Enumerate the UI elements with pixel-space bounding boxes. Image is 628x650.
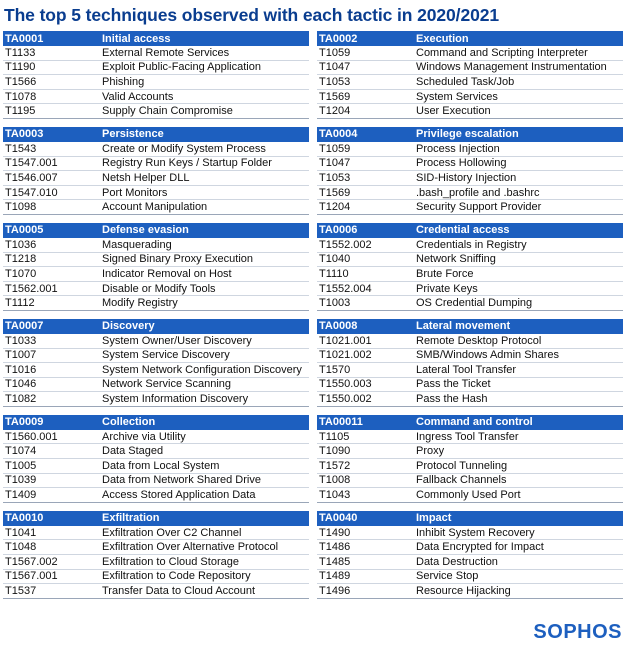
technique-row [317,267,623,282]
technique-id: T1190 [5,61,36,74]
technique-id: T1005 [5,459,37,472]
technique-id: T1043 [319,489,351,502]
technique-row [317,200,623,215]
tactic-header [317,223,623,238]
technique-row [3,296,309,311]
technique-row [3,238,309,253]
technique-name: Lateral Tool Transfer [416,363,517,376]
technique-id: T1003 [319,297,351,310]
technique-id: T1537 [5,585,37,598]
technique-name: System Network Configuration Discovery [102,363,302,376]
technique-name: Transfer Data to Cloud Account [102,585,256,598]
technique-id: T1098 [5,201,37,214]
tactic-header [3,223,309,238]
technique-name: Create or Modify System Process [102,142,266,155]
technique-id: T1552.002 [319,238,372,251]
technique-name: Indicator Removal on Host [102,267,232,280]
tactic-header [3,127,309,142]
tactic-name: Command and control [416,416,533,429]
technique-id: T1053 [319,75,351,88]
technique-row [3,282,309,297]
technique-id: T1112 [5,297,35,310]
tactic-header [317,319,623,334]
technique-row [3,61,309,76]
technique-id: T1489 [319,570,351,583]
tactic-table [3,415,309,503]
technique-row [3,171,309,186]
technique-id: T1546.007 [5,171,58,184]
tactic-name: Collection [102,416,156,429]
technique-row [3,540,309,555]
technique-id: T1485 [319,555,351,568]
technique-row [3,267,309,282]
technique-id: T1552.004 [319,282,372,295]
technique-row [3,75,309,90]
technique-id: T1090 [319,445,351,458]
technique-row [317,238,623,253]
technique-name: Commonly Used Port [416,489,521,502]
technique-name: Private Keys [416,282,478,295]
technique-name: Exfiltration Over Alternative Protocol [102,541,279,554]
tactic-header [3,511,309,526]
technique-name: SMB/Windows Admin Shares [416,349,560,362]
technique-row [317,46,623,61]
technique-name: Inhibit System Recovery [416,526,535,539]
technique-id: T1082 [5,393,37,406]
technique-id: T1008 [319,474,351,487]
technique-row [3,104,309,119]
tactic-header [3,415,309,430]
technique-row [317,349,623,364]
technique-row [317,90,623,105]
technique-name: Service Stop [416,570,479,583]
technique-row [3,488,309,503]
tactic-header [317,31,623,46]
technique-name: Netsh Helper DLL [102,171,190,184]
tactic-name: Persistence [102,128,164,141]
technique-name: .bash_profile and .bashrc [416,186,540,199]
technique-name: Exfiltration Over C2 Channel [102,526,242,539]
technique-id: T1059 [319,46,351,59]
technique-id: T1021.002 [319,349,372,362]
technique-name: Process Hollowing [416,157,507,170]
technique-row [3,253,309,268]
technique-id: T1566 [5,75,37,88]
technique-name: Security Support Provider [416,201,542,214]
technique-name: Registry Run Keys / Startup Folder [102,157,272,170]
technique-row [317,142,623,157]
technique-name: Exfiltration to Cloud Storage [102,555,239,568]
technique-row [317,430,623,445]
technique-name: System Services [416,90,498,103]
technique-row [317,104,623,119]
technique-row [317,171,623,186]
technique-row [3,46,309,61]
technique-id: T1547.001 [5,157,58,170]
tactic-id: TA0010 [5,512,44,525]
technique-id: T1490 [319,526,351,539]
technique-row [3,526,309,541]
tactic-name: Initial access [102,32,171,45]
technique-id: T1496 [319,585,351,598]
technique-id: T1039 [5,474,37,487]
technique-row [317,444,623,459]
technique-name: Exploit Public-Facing Application [102,61,261,74]
technique-row [317,334,623,349]
tactic-header [3,319,309,334]
technique-name: Pass the Hash [416,393,488,406]
technique-name: Data Staged [102,445,164,458]
tactic-table [317,511,623,599]
tactic-id: TA0002 [319,32,358,45]
technique-name: Signed Binary Proxy Execution [102,253,254,266]
tactic-name: Lateral movement [416,320,511,333]
technique-id: T1562.001 [5,282,58,295]
technique-name: Data from Network Shared Drive [102,474,261,487]
technique-row [317,584,623,599]
technique-row [317,282,623,297]
technique-id: T1218 [5,253,37,266]
technique-id: T1059 [319,142,351,155]
technique-id: T1078 [5,90,37,103]
technique-name: Modify Registry [102,297,178,310]
technique-row [317,378,623,393]
technique-name: Credentials in Registry [416,238,527,251]
tactic-id: TA0005 [5,224,44,237]
technique-name: User Execution [416,105,491,118]
tactic-table [317,31,623,119]
tactic-id: TA0040 [319,512,358,525]
technique-name: Network Service Scanning [102,378,232,391]
tactic-id: TA00011 [319,416,363,429]
technique-id: T1133 [5,46,36,59]
technique-row [317,488,623,503]
technique-id: T1204 [319,201,351,214]
technique-id: T1070 [5,267,37,280]
tactic-table [317,415,623,503]
tactic-header [3,31,309,46]
technique-name: Network Sniffing [416,253,496,266]
tactic-name: Defense evasion [102,224,189,237]
technique-id: T1560.001 [5,430,58,443]
sophos-logo: SOPHOS [533,621,622,643]
technique-row [317,75,623,90]
technique-name: Masquerading [102,238,172,251]
technique-row [3,349,309,364]
technique-id: T1036 [5,238,37,251]
technique-id: T1053 [319,171,351,184]
technique-id: T1021.001 [319,334,372,347]
tactic-name: Discovery [102,320,155,333]
technique-name: System Owner/User Discovery [102,334,252,347]
technique-row [3,555,309,570]
technique-name: Process Injection [416,142,500,155]
technique-row [317,526,623,541]
technique-row [3,378,309,393]
technique-name: Data Encrypted for Impact [416,541,544,554]
technique-name: Remote Desktop Protocol [416,334,542,347]
technique-name: Fallback Channels [416,474,507,487]
technique-id: T1567.001 [5,570,58,583]
technique-row [3,474,309,489]
technique-row [3,444,309,459]
technique-id: T1074 [5,445,37,458]
technique-name: Ingress Tool Transfer [416,430,519,443]
tactic-table [3,511,309,599]
tactic-table [3,319,309,407]
technique-name: Pass the Ticket [416,378,491,391]
technique-row [3,363,309,378]
technique-row [3,186,309,201]
technique-id: T1105 [319,430,350,443]
technique-id: T1016 [5,363,37,376]
technique-row [317,555,623,570]
technique-row [3,430,309,445]
technique-row [3,90,309,105]
tactic-table [317,127,623,215]
technique-name: System Information Discovery [102,393,249,406]
technique-id: T1567.002 [5,555,58,568]
tactic-header [317,415,623,430]
technique-name: System Service Discovery [102,349,230,362]
technique-row [317,61,623,76]
page-title: The top 5 techniques observed with each tactic in 2020/2021 [4,5,499,25]
technique-row [317,540,623,555]
technique-id: T1572 [319,459,351,472]
technique-name: Archive via Utility [102,430,186,443]
tactic-table [317,223,623,311]
technique-name: Command and Scripting Interpreter [416,46,588,59]
tactic-id: TA0007 [5,320,44,333]
technique-name: Port Monitors [102,186,168,199]
technique-row [3,334,309,349]
technique-id: T1046 [5,378,37,391]
technique-id: T1041 [5,526,37,539]
technique-name: Supply Chain Compromise [102,105,233,118]
technique-name: Proxy [416,445,445,458]
technique-name: Valid Accounts [102,90,174,103]
technique-row [317,363,623,378]
technique-row [317,474,623,489]
technique-id: T1543 [5,142,37,155]
tactic-id: TA0006 [319,224,358,237]
technique-row [3,392,309,407]
tactic-name: Exfiltration [102,512,160,525]
technique-id: T1040 [319,253,351,266]
technique-row [3,142,309,157]
technique-name: Windows Management Instrumentation [416,61,607,74]
technique-row [3,584,309,599]
technique-id: T1047 [319,61,351,74]
tactic-id: TA0003 [5,128,44,141]
tactic-table [317,319,623,407]
technique-id: T1047 [319,157,351,170]
technique-name: OS Credential Dumping [416,297,533,310]
tactic-id: TA0009 [5,416,44,429]
tactic-name: Credential access [416,224,510,237]
technique-id: T1033 [5,334,37,347]
technique-row [317,253,623,268]
tactic-id: TA0004 [319,128,358,141]
technique-id: T1569 [319,186,351,199]
technique-name: Brute Force [416,267,474,280]
technique-row [3,570,309,585]
technique-name: Protocol Tunneling [416,459,508,472]
technique-name: Account Manipulation [102,201,208,214]
technique-id: T1550.003 [319,378,372,391]
technique-row [3,459,309,474]
technique-name: Access Stored Application Data [102,489,256,502]
technique-row [3,157,309,172]
technique-name: Phishing [102,75,145,88]
technique-id: T1195 [5,105,36,118]
technique-row [317,296,623,311]
technique-name: Disable or Modify Tools [102,282,216,295]
tactics-grid [3,31,623,599]
technique-name: External Remote Services [102,46,230,59]
technique-name: Exfiltration to Code Repository [102,570,251,583]
tactic-name: Execution [416,32,469,45]
tactic-id: TA0008 [319,320,358,333]
technique-id: T1110 [319,267,349,280]
technique-name: Data Destruction [416,555,498,568]
tactic-header [317,127,623,142]
technique-name: Resource Hijacking [416,585,511,598]
tactic-header [317,511,623,526]
technique-row [317,392,623,407]
technique-name: Data from Local System [102,459,220,472]
technique-id: T1048 [5,541,37,554]
technique-row [3,200,309,215]
tactic-id: TA0001 [5,32,44,45]
technique-id: T1569 [319,90,351,103]
tactic-name: Privilege escalation [416,128,519,141]
technique-row [317,157,623,172]
technique-name: SID-History Injection [416,171,517,184]
tactic-name: Impact [416,512,452,525]
technique-id: T1007 [5,349,37,362]
technique-id: T1204 [319,105,351,118]
tactic-table [3,127,309,215]
technique-id: T1486 [319,541,351,554]
technique-row [317,459,623,474]
tactic-table [3,31,309,119]
tactic-table [3,223,309,311]
technique-id: T1550.002 [319,393,372,406]
technique-id: T1409 [5,489,37,502]
technique-row [317,570,623,585]
technique-id: T1547.010 [5,186,58,199]
technique-id: T1570 [319,363,351,376]
technique-name: Scheduled Task/Job [416,75,515,88]
technique-row [317,186,623,201]
